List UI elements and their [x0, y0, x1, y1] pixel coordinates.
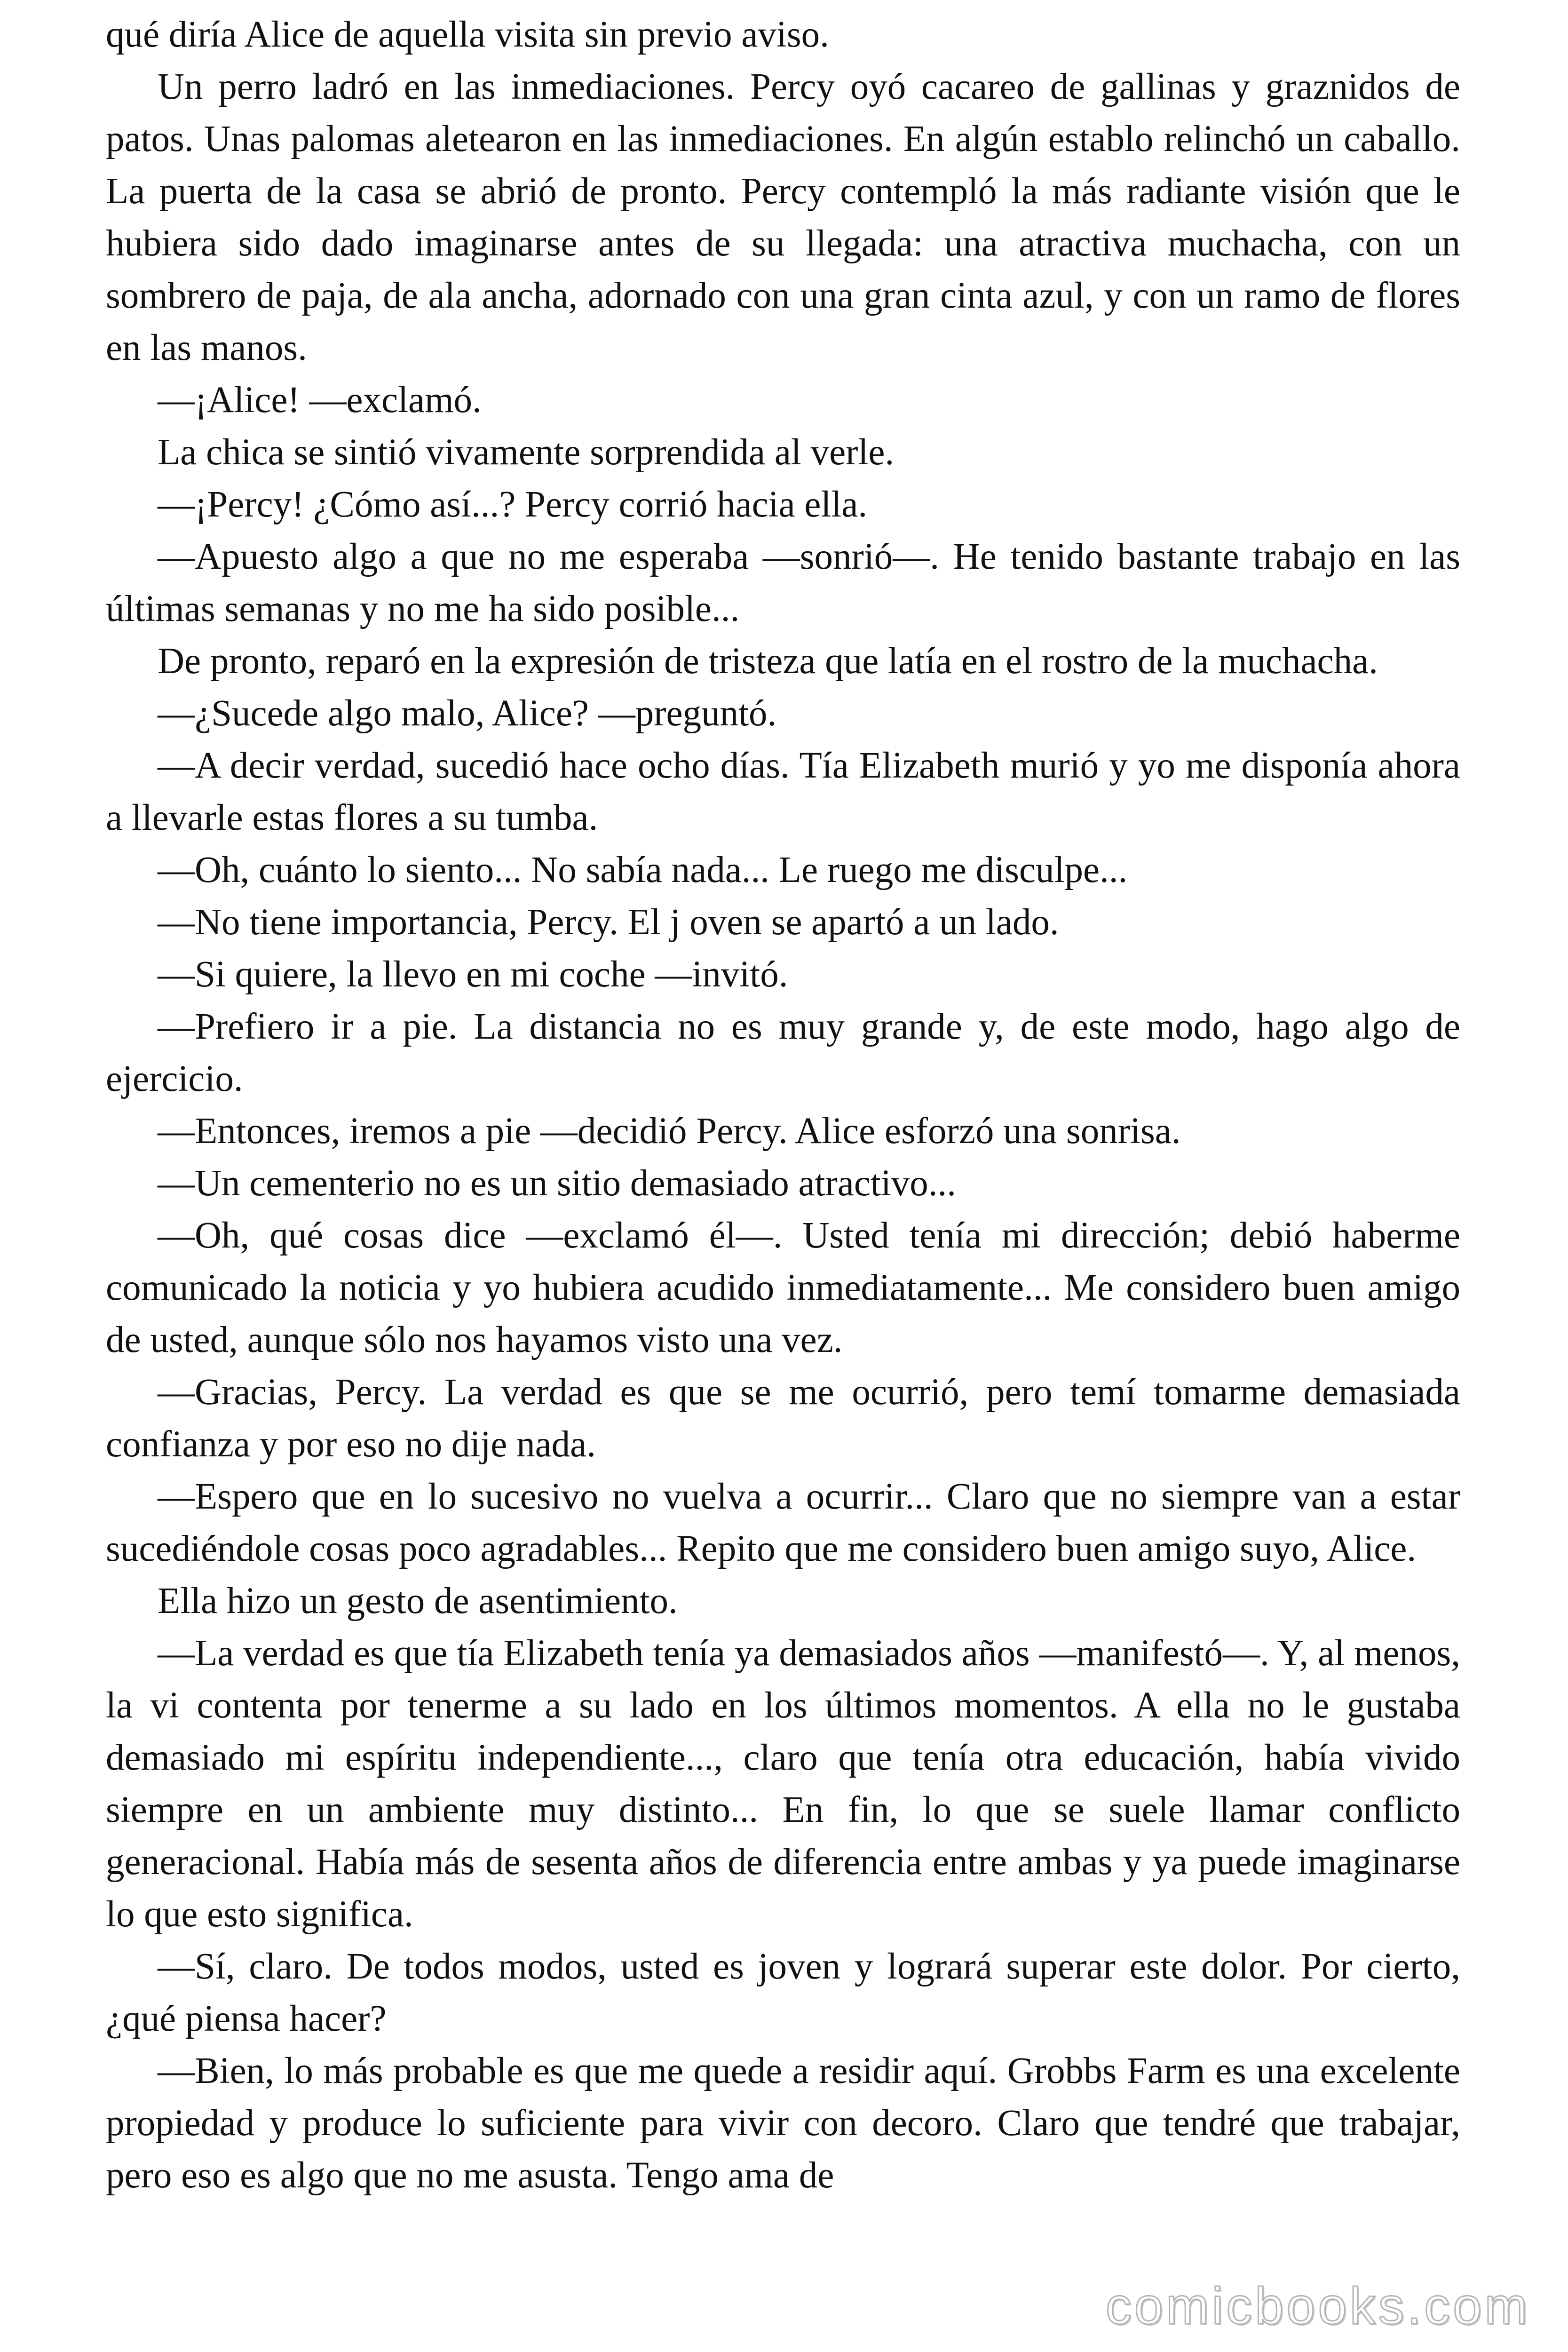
paragraph: —A decir verdad, sucedió hace ocho días. Tía Elizabeth murió y yo me disponía ahora a llevarle estas flores a su tumba.: [106, 745, 1460, 838]
paragraph: —Bien, lo más probable es que me quede a residir aquí. Grobbs Farm es una excelente propiedad y produce lo suficiente para vivir con decoro. Claro que tendré que trabajar, pero eso es algo que no me asusta. Tengo ama de: [106, 2050, 1460, 2196]
paragraph: —Apuesto algo a que no me esperaba —sonrió—. He tenido bastante trabajo en las últimas semanas y no me ha sido posible...: [106, 536, 1460, 629]
paragraph: Ella hizo un gesto de asentimiento.: [158, 1581, 678, 1621]
paragraph: La chica se sintió vivamente sorprendida al verle.: [158, 432, 895, 473]
paragraph: —Un cementerio no es un sitio demasiado atractivo...: [158, 1163, 957, 1204]
paragraph: —Gracias, Percy. La verdad es que se me ocurrió, pero temí tomarme demasiada confianza y por eso no dije nada.: [106, 1372, 1460, 1465]
paragraph: —¡Percy! ¿Cómo así...? Percy corrió hacia ella.: [158, 484, 868, 525]
paragraph: —¡Alice! —exclamó.: [158, 380, 482, 421]
watermark-logo: comicbooks.com: [1105, 2277, 1530, 2335]
paragraph: —Espero que en lo sucesivo no vuelva a ocurrir... Claro que no siempre van a estar sucediéndole cosas poco agradables... Repito que me considero buen amigo suyo, Alice.: [106, 1476, 1460, 1569]
paragraph: —Sí, claro. De todos modos, usted es joven y logrará superar este dolor. Por cierto, ¿qué piensa hacer?: [106, 1946, 1460, 2039]
paragraph: —¿Sucede algo malo, Alice? —preguntó.: [158, 693, 777, 734]
paragraph: —Si quiere, la llevo en mi coche —invitó.: [158, 954, 788, 995]
paragraph: —Oh, qué cosas dice —exclamó él—. Usted tenía mi dirección; debió haberme comunicado la noticia y yo hubiera acudido inmediatamente... Me considero buen amigo de usted, aunque sólo nos hayamos visto una vez.: [106, 1215, 1460, 1360]
paragraph: De pronto, reparó en la expresión de tristeza que latía en el rostro de la muchacha.: [158, 641, 1378, 682]
page-body-text: [106, 8, 1460, 2201]
paragraph: qué diría Alice de aquella visita sin previo aviso.: [106, 14, 829, 55]
paragraph: Un perro ladró en las inmediaciones. Percy oyó cacareo de gallinas y graznidos de patos. Unas palomas aletearon en las inmediaciones. En algún establo relinchó un caballo. La puerta de la casa se abrió de pronto. Percy contempló la más radiante visión que le hubiera sido dado imaginarse antes de su llegada: una atractiva muchacha, con un sombrero de paja, de ala ancha, adornado con una gran cinta azul, y con un ramo de flores en las manos.: [106, 66, 1460, 368]
paragraph: —Prefiero ir a pie. La distancia no es muy grande y, de este modo, hago algo de ejercicio.: [106, 1006, 1460, 1099]
paragraph: —No tiene importancia, Percy. El j oven se apartó a un lado.: [158, 902, 1059, 943]
paragraph: —Entonces, iremos a pie —decidió Percy. Alice esforzó una sonrisa.: [158, 1111, 1181, 1152]
paragraph: —La verdad es que tía Elizabeth tenía ya demasiados años —manifestó—. Y, al menos, la vi contenta por tenerme a su lado en los últimos momentos. A ella no le gustaba demasiado mi espíritu independiente..., claro que tenía otra educación, había vivido siempre en un ambiente muy distinto... En fin, lo que se suele llamar conflicto generacional. Había más de sesenta años de diferencia entre ambas y ya puede imaginarse lo que esto significa.: [106, 1633, 1460, 1935]
paragraph: —Oh, cuánto lo siento... No sabía nada... Le ruego me disculpe...: [158, 850, 1128, 890]
